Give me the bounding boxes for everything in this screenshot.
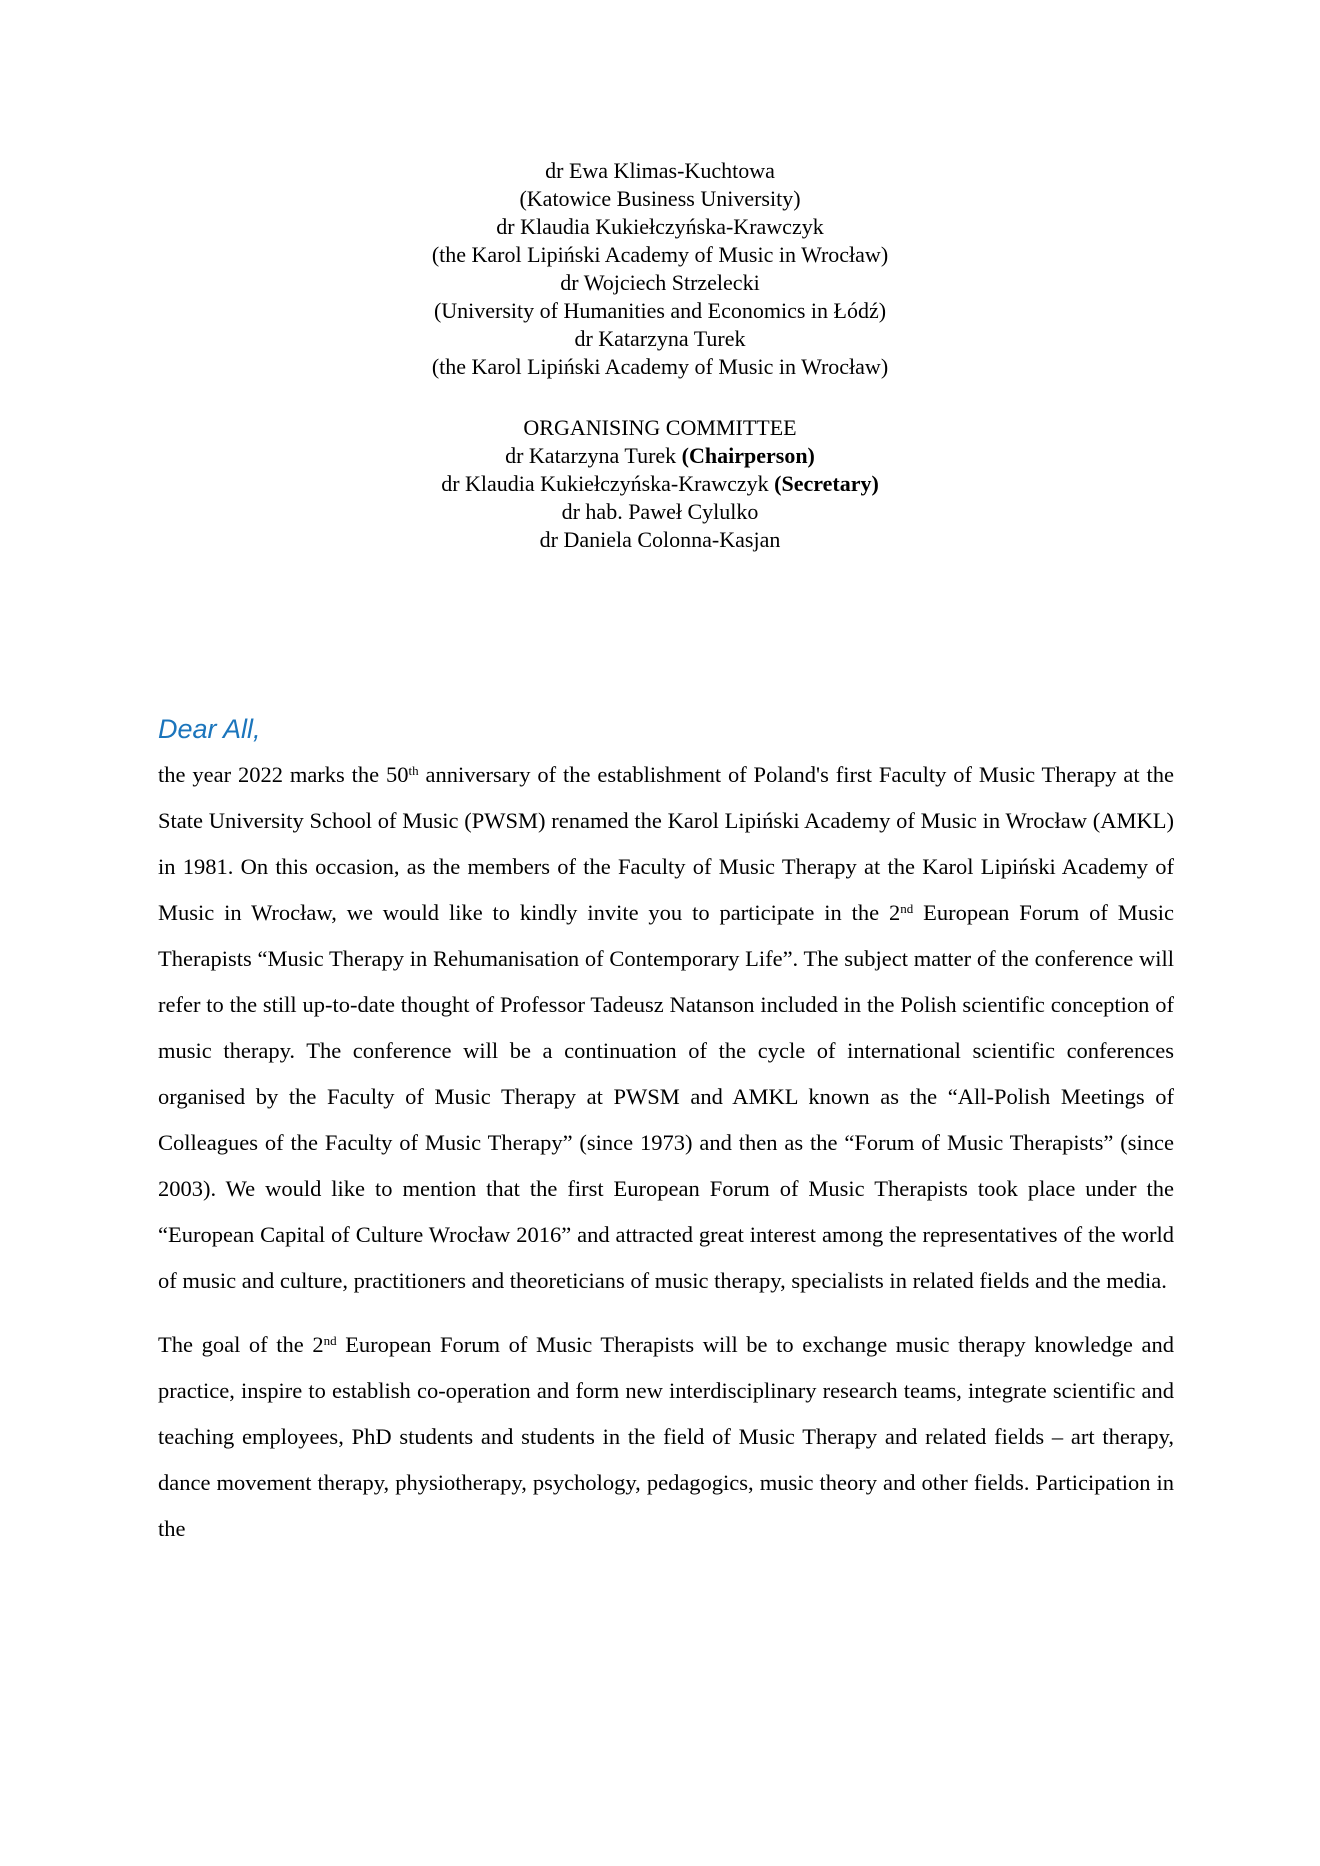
organising-committee-member — [0, 526, 1320, 554]
letter-body — [158, 752, 1174, 1552]
member-role: (Secretary) — [774, 471, 879, 496]
committee-member-affiliation: (the Karol Lipiński Academy of Music in Wrocław) — [431, 354, 889, 379]
committee-member-name: dr Katarzyna Turek — [574, 326, 746, 351]
paragraph-text: anniversary of the establishment of Poland's first Faculty of Music Therapy at the State University School of Music (PWSM) renamed the Karol Lipiński Academy of Music in Wrocław (AMKL) in 1981. On this occasion, as the members of the Faculty of Music Therapy at the Karol Lipiński Academy of Music in Wrocław, we would like to kindly invite you to participate in the 2 — [158, 762, 1174, 925]
committee-member-affiliation: (Katowice Business University) — [519, 186, 801, 211]
committee-member-affiliation: (the Karol Lipiński Academy of Music in Wrocław) — [431, 242, 889, 267]
member-name: dr Daniela Colonna-Kasjan — [539, 527, 781, 552]
organising-committee-member — [0, 498, 1320, 526]
committee-member-affiliation: (University of Humanities and Economics in Łódź) — [433, 298, 887, 323]
committee-member-name: dr Wojciech Strzelecki — [560, 270, 760, 295]
ordinal-superscript: nd — [900, 900, 914, 916]
member-name: dr Klaudia Kukiełczyńska-Krawczyk — [441, 471, 775, 496]
ordinal-superscript: nd — [323, 1332, 337, 1348]
paragraph-text: the year 2022 marks the 50 — [158, 762, 409, 787]
programme-committee-list — [0, 157, 1320, 381]
body-paragraph-1 — [158, 752, 1174, 1304]
organising-committee-member — [0, 470, 1320, 498]
salutation: Dear All, — [158, 714, 261, 744]
member-role: (Chairperson) — [681, 443, 815, 468]
organising-committee-member — [0, 442, 1320, 470]
paragraph-text: The goal of the 2 — [158, 1332, 324, 1357]
body-paragraph-2 — [158, 1322, 1174, 1552]
committee-member-name: dr Klaudia Kukiełczyńska-Krawczyk — [496, 214, 824, 239]
organising-committee — [0, 414, 1320, 554]
paragraph-text: European Forum of Music Therapists “Music Therapy in Rehumanisation of Contemporary Life”. The subject matter of the conference will refer to the still up-to-date thought of Professor Tadeusz Natanson included in the Polish scientific conception of music therapy. The conference will be a continuation of the cycle of international scientific conferences organised by the Faculty of Music Therapy at PWSM and AMKL known as the “All-Polish Meetings of Colleagues of the Faculty of Music Therapy” (since 1973) and then as the “Forum of Music Therapists” (since 2003). We would like to mention that the first European Forum of Music Therapists took place under the “European Capital of Culture Wrocław 2016” and attracted great interest among the representatives of the world of music and culture, practitioners and theoreticians of music therapy, specialists in related fields and the media. — [158, 900, 1174, 1293]
member-name: dr Katarzyna Turek — [505, 443, 682, 468]
organising-committee-heading: ORGANISING COMMITTEE — [523, 415, 797, 440]
paragraph-text: European Forum of Music Therapists will be to exchange music therapy knowledge and practice, inspire to establish co-operation and form new interdisciplinary research teams, integrate scientific and teaching employees, PhD students and students in the field of Music Therapy and related fields – art therapy, dance movement therapy, physiotherapy, psychology, pedagogics, music theory and other fields. Participation in the — [158, 1332, 1174, 1541]
committee-member-name: dr Ewa Klimas-Kuchtowa — [545, 158, 775, 183]
member-name: dr hab. Paweł Cylulko — [561, 499, 759, 524]
ordinal-superscript: th — [408, 762, 419, 778]
